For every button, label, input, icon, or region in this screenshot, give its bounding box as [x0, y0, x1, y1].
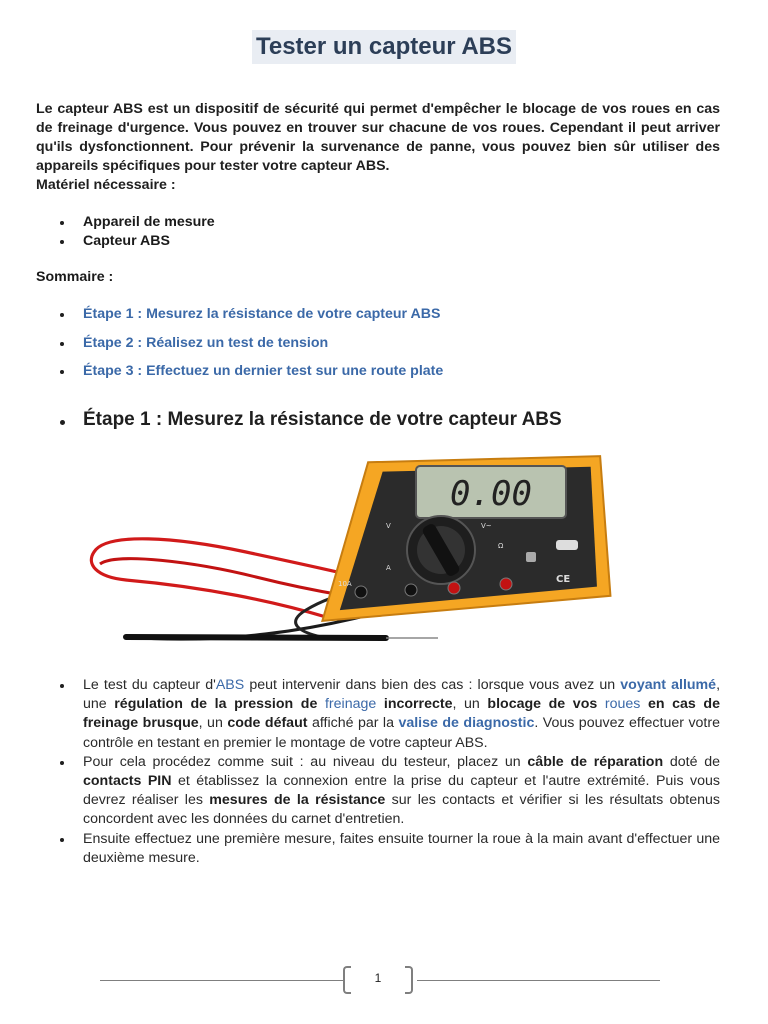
intro: [36, 100, 720, 195]
list-item: Pour cela procédez comme suit : au niveau du testeur, placez un câble de réparation doté de contacts PIN et établissez la connexion entre la prise du capteur et l'autre extrémité. Puis vous devrez réaliser les mesures de la résistance sur les contacts et vérifier si les résultats obtenus concordent avec les données du carnet d'entretien.: [36, 753, 720, 830]
ten-amp-label: 10A: [338, 580, 352, 588]
materials-list: [36, 213, 720, 251]
page-footer: [0, 966, 768, 996]
abs-link[interactable]: ABS: [215, 677, 245, 693]
multimeter-image: [86, 452, 626, 657]
materials-label: Matériel nécessaire :: [36, 177, 176, 193]
toc-link-step-2[interactable]: Étape 2 : Réalisez un test de tension: [36, 334, 720, 353]
list-item: Appareil de mesure: [36, 213, 720, 232]
footer-divider-left: [100, 980, 343, 981]
voyant-allume-link[interactable]: voyant allumé: [620, 677, 717, 693]
svg-text:Ω: Ω: [498, 542, 504, 550]
table-of-contents: [36, 305, 720, 391]
meter-display-text: 0.00: [450, 474, 532, 514]
svg-text:V~: V~: [481, 522, 492, 530]
svg-text:V: V: [386, 522, 391, 530]
footer-bracket-left: [343, 966, 351, 994]
footer-divider-right: [417, 980, 660, 981]
roues-link[interactable]: roues: [604, 696, 641, 713]
toc-link-step-3[interactable]: Étape 3 : Effectuez un dernier test sur une route plate: [36, 362, 720, 381]
section-heading: [36, 409, 720, 431]
toc-link-step-1[interactable]: Étape 1 : Mesurez la résistance de votre capteur ABS: [36, 305, 720, 324]
page-number: 1: [374, 971, 382, 985]
intro-paragraph: Le capteur ABS est un dispositif de sécurité qui permet d'empêcher le blocage de vos roues en cas de freinage d'urgence. Vous pouvez en trouver sur chacune de vos roues. Cependant il peut arriver qu'ils dysfonctionnent. Pour prévenir la survenance de panne, vous pouvez bien sûr utiliser des appareils spécifiques pour tester votre capteur ABS.: [36, 101, 720, 174]
valise-diagnostic-link[interactable]: valise de diagnostic: [398, 715, 535, 732]
svg-text:A: A: [386, 564, 391, 572]
list-item: Capteur ABS: [36, 232, 720, 251]
section-heading-text: Étape 1 : Mesurez la résistance de votre capteur ABS: [36, 409, 720, 431]
list-item: Ensuite effectuez une première mesure, faites ensuite tourner la roue à la main avant d'effectuer une deuxième mesure.: [36, 830, 720, 868]
title-wrap: [0, 30, 768, 64]
ce-mark: CE: [556, 574, 571, 585]
list-item: Le test du capteur d'ABS peut intervenir dans bien des cas : lorsque vous avez un voyant allumé, une régulation de la pression de freinage incorrecte, un blocage de vos roues en cas de freinage brusque, un code défaut affiché par la valise de diagnostic. Vous pouvez effectuer votre contrôle en testant en premier le montage de votre capteur ABS.: [36, 676, 720, 753]
page-title: Tester un capteur ABS: [252, 30, 516, 64]
body-list: [36, 676, 720, 868]
freinage-link[interactable]: freinage: [324, 696, 377, 713]
sommaire-label: Sommaire :: [36, 269, 114, 285]
footer-bracket-right: [405, 966, 413, 994]
